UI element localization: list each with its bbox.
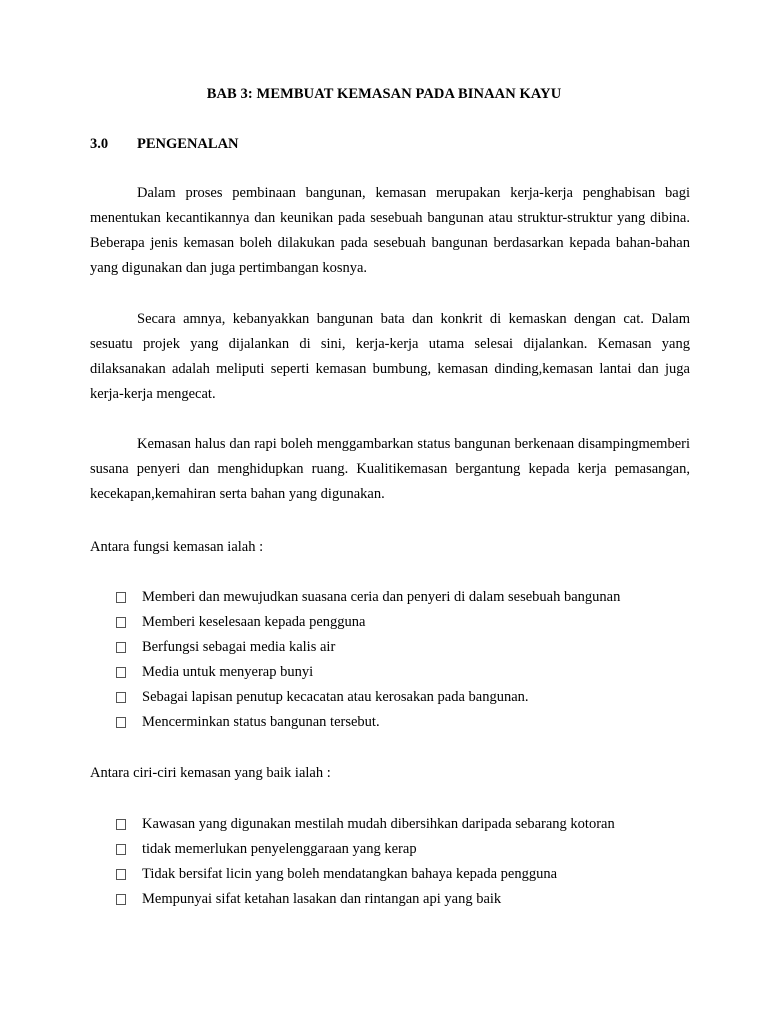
checkbox-bullet-icon: [116, 592, 126, 603]
list-item: [114, 685, 620, 710]
list-item-text: Media untuk menyerap bunyi: [142, 664, 314, 680]
paragraph-intro: Dalam proses pembinaan bangunan, kemasan merupakan kerja-kerja penghabisan bagi menentukan kecantikannya dan keunikan pada sesebuah bangunan atau struktur-struktur yang dibina. Beberapa jenis kemasan boleh dilakukan pada sesebuah bangunan berdasarkan kepada bahan-bahan yang digunakan dan juga pertimbangan kosnya.: [90, 185, 690, 276]
list-item: [114, 887, 615, 912]
list-item-text: Kawasan yang digunakan mestilah mudah dibersihkan daripada sebarang kotoran: [142, 816, 615, 832]
paragraph-quality: Kemasan halus dan rapi boleh menggambarkan status bangunan berkenaan disampingmemberi susana penyeri dan menghidupkan ruang. Kualitikemasan bergantung kepada kerja pemasangan, kecekapan,kemahiran serta bahan yang digunakan.: [90, 436, 690, 502]
list-item: [114, 610, 620, 635]
list-item-text: Mencerminkan status bangunan tersebut.: [142, 714, 380, 730]
checkbox-bullet-icon: [116, 692, 126, 703]
section-title: PENGENALAN: [137, 136, 239, 152]
list-item-text: Tidak bersifat licin yang boleh mendatangkan bahaya kepada pengguna: [142, 866, 557, 882]
chapter-title: BAB 3: MEMBUAT KEMASAN PADA BINAAN KAYU: [206, 86, 562, 102]
functions-list: [114, 585, 620, 735]
section-number: 3.0: [90, 136, 109, 152]
checkbox-bullet-icon: [116, 617, 126, 628]
list-item: [114, 660, 620, 685]
list-item: [114, 710, 620, 735]
list-item-text: Memberi keselesaan kepada pengguna: [142, 614, 366, 630]
checkbox-bullet-icon: [116, 717, 126, 728]
checkbox-bullet-icon: [116, 819, 126, 830]
list-item: [114, 812, 615, 837]
checkbox-bullet-icon: [116, 869, 126, 880]
functions-lead: Antara fungsi kemasan ialah :: [90, 539, 264, 555]
checkbox-bullet-icon: [116, 894, 126, 905]
section-heading: [90, 136, 239, 153]
checkbox-bullet-icon: [116, 844, 126, 855]
list-item-text: Berfungsi sebagai media kalis air: [142, 639, 336, 655]
list-item: [114, 635, 620, 660]
list-item: [114, 862, 615, 887]
list-item-text: Mempunyai sifat ketahan lasakan dan rintangan api yang baik: [142, 891, 502, 907]
paragraph-general: Secara amnya, kebanyakkan bangunan bata dan konkrit di kemaskan dengan cat. Dalam sesuatu projek yang dijalankan di sini, kerja-kerja utama selesai dijalankan. Kemasan yang dilaksanakan adalah meliputi seperti kemasan bumbung, kemasan dinding,kemasan lantai dan juga kerja-kerja mengecat.: [90, 311, 690, 402]
traits-lead: Antara ciri-ciri kemasan yang baik ialah :: [90, 765, 331, 781]
checkbox-bullet-icon: [116, 667, 126, 678]
checkbox-bullet-icon: [116, 642, 126, 653]
list-item-text: tidak memerlukan penyelenggaraan yang kerap: [142, 841, 417, 857]
list-item: [114, 837, 615, 862]
list-item-text: Sebagai lapisan penutup kecacatan atau kerosakan pada bangunan.: [142, 689, 529, 705]
list-item-text: Memberi dan mewujudkan suasana ceria dan penyeri di dalam sesebuah bangunan: [142, 589, 621, 605]
list-item: [114, 585, 620, 610]
traits-list: [114, 812, 615, 912]
